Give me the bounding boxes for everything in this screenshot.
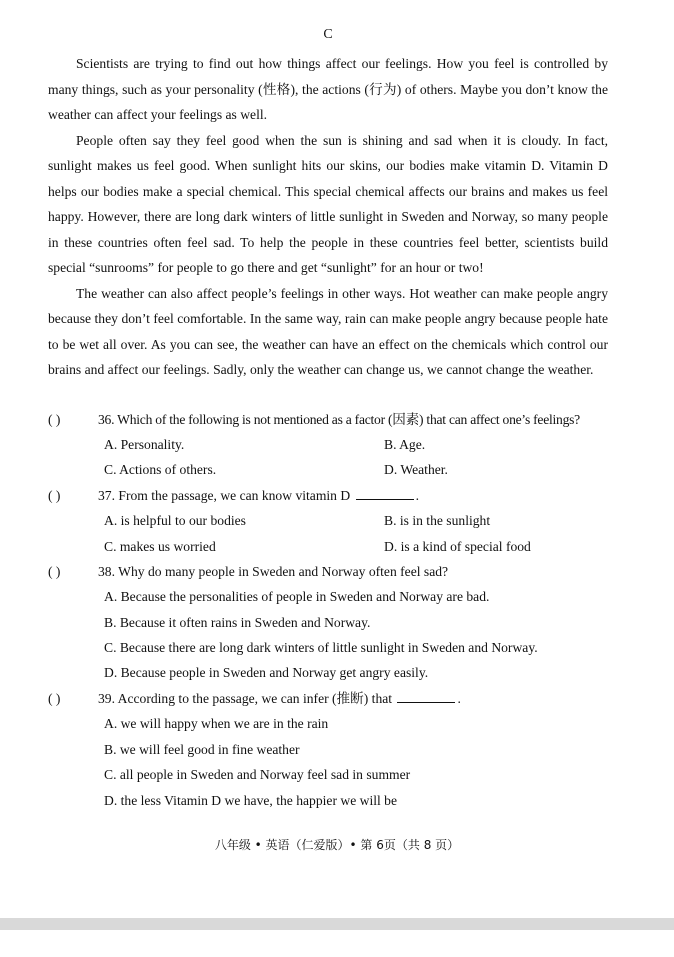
question-stem-end: . <box>457 691 461 706</box>
question-37 <box>48 483 419 509</box>
option-c[interactable]: C. all people in Sweden and Norway feel sad in summer <box>104 767 411 782</box>
question-39 <box>48 686 461 712</box>
option-d[interactable]: D. is a kind of special food <box>384 539 531 554</box>
question-stem: 39. According to the passage, we can infer (推断) that <box>98 691 393 706</box>
question-36 <box>48 407 580 433</box>
option-b[interactable]: B. Age. <box>384 437 426 452</box>
option-b[interactable]: B. we will feel good in fine weather <box>104 742 300 757</box>
answer-bracket[interactable]: ( ) <box>48 564 61 579</box>
option-a[interactable]: A. we will happy when we are in the rain <box>104 716 329 731</box>
option-b[interactable]: B. is in the sunlight <box>384 513 491 528</box>
option-d[interactable]: D. Because people in Sweden and Norway get angry easily. <box>104 665 429 680</box>
passage-paragraph-1: Scientists are trying to find out how things affect our feelings. How you feel is controlled by many things, such as your personality (性格), the actions (行为) of others. Maybe you don’t know the weather can affect your feelings as well. <box>48 56 608 122</box>
question-stem: 38. Why do many people in Sweden and Norway often feel sad? <box>98 564 449 579</box>
option-b[interactable]: B. Because it often rains in Sweden and Norway. <box>104 615 371 630</box>
answer-bracket[interactable]: ( ) <box>48 412 61 427</box>
option-a[interactable]: A. Personality. <box>104 437 185 452</box>
passage-paragraph-2: People often say they feel good when the sun is shining and sad when it is cloudy. In fact, sunlight makes us feel good. When sunlight hits our skins, our bodies make vitamin D. Vitamin D helps our bodies make a special chemical. This special chemical affects our brains and makes us feel happy. However, there are long dark winters of little sunlight in Sweden and Norway, so many people in these countries often feel sad. To help the people in these countries feel better, scientists build special “sunrooms” for people to go there and get “sunlight” for an hour or two! <box>48 132 608 275</box>
question-38 <box>48 559 448 585</box>
answer-bracket[interactable]: ( ) <box>48 488 61 503</box>
question-stem: 37. From the passage, we can know vitamin D <box>98 488 351 503</box>
option-c[interactable]: C. makes us worried <box>104 539 216 554</box>
reading-passage <box>48 51 608 383</box>
option-d[interactable]: D. the less Vitamin D we have, the happier we will be <box>104 793 398 808</box>
question-stem-end: . <box>415 488 420 503</box>
option-d[interactable]: D. Weather. <box>384 462 448 477</box>
option-a[interactable]: A. Because the personalities of people in Sweden and Norway are bad. <box>104 589 490 604</box>
option-c[interactable]: C. Actions of others. <box>104 462 217 477</box>
option-a[interactable]: A. is helpful to our bodies <box>104 513 246 528</box>
section-letter: C <box>323 27 333 42</box>
option-c[interactable]: C. Because there are long dark winters of little sunlight in Sweden and Norway. <box>104 640 538 655</box>
passage-paragraph-3: The weather can also affect people’s feelings in other ways. Hot weather can make people angry because they don’t feel comfortable. In the same way, rain can make people angry because people hate to be wet all over. As you can see, the weather can have an effect on the chemicals which control our brains and affect our feelings. Sadly, only the weather can change us, we cannot change the weather. <box>48 285 608 377</box>
answer-blank <box>356 489 414 500</box>
viewer-bottom-bar <box>0 918 674 930</box>
answer-bracket[interactable]: ( ) <box>48 691 61 706</box>
page-footer: 八年级 • 英语（仁爱版）• 第 6页（共 8 页） <box>214 838 460 852</box>
answer-blank <box>397 692 455 703</box>
question-stem: 36. Which of the following is not mentioned as a factor (因素) that can affect one’s feelings? <box>98 412 580 427</box>
